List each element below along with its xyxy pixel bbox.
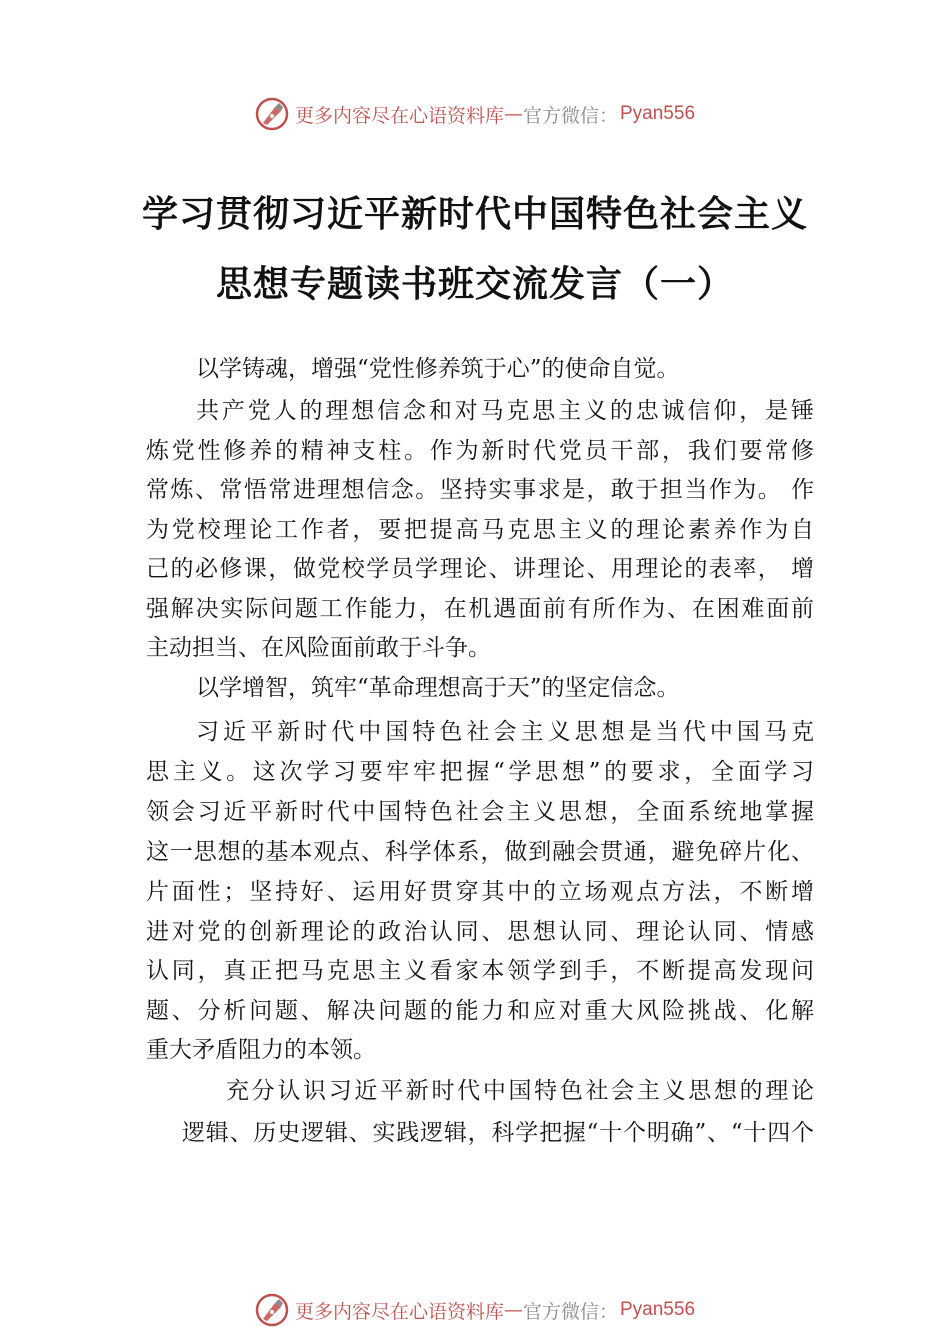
banner-main-text: 更多内容尽在心语资料库 bbox=[294, 104, 504, 127]
paragraph-line: 强解决实际问题工作能力，在机遇面前有所作为、在困难面前 bbox=[146, 596, 814, 622]
pen-nib-logo-icon bbox=[255, 97, 289, 131]
pen-nib-logo-icon bbox=[255, 1293, 289, 1327]
banner-wechat-id: Pyan556 bbox=[620, 103, 696, 124]
paragraph-line: 思主义。这次学习要牢牢把握“学思想”的要求，全面学习 bbox=[146, 759, 814, 785]
paragraph-line: 进对党的创新理论的政治认同、思想认同、理论认同、情感 bbox=[146, 919, 814, 945]
banner-separator: — bbox=[503, 103, 523, 125]
paragraph-line: 充分认识习近平新时代中国特色社会主义思想的理论 bbox=[226, 1078, 814, 1104]
paragraph-line: 领会习近平新时代中国特色社会主义思想，全面系统地掌握 bbox=[146, 799, 814, 825]
document-title-line-1: 学习贯彻习近平新时代中国特色社会主义 bbox=[141, 193, 808, 235]
paragraph-line: 题、分析问题、解决问题的能力和应对重大风险挑战、化解 bbox=[146, 998, 814, 1024]
banner-separator: — bbox=[503, 1299, 523, 1321]
paragraph-line: 共产党人的理想信念和对马克思主义的忠诚信仰，是锤 bbox=[196, 398, 814, 424]
banner-main-text: 更多内容尽在心语资料库 bbox=[294, 1300, 504, 1323]
paragraph-line: 为党校理论工作者，要把提高马克思主义的理论素养作为自 bbox=[146, 517, 814, 543]
banner-label: 官方微信： bbox=[522, 104, 618, 127]
document-title-line-2: 思想专题读书班交流发言（一） bbox=[215, 263, 734, 305]
paragraph-line: 这一思想的基本观点、科学体系，做到融会贯通，避免碎片化、 bbox=[146, 839, 814, 865]
paragraph-line: 习近平新时代中国特色社会主义思想是当代中国马克 bbox=[196, 719, 814, 745]
paragraph-line: 炼党性修养的精神支柱。作为新时代党员干部，我们要常修 bbox=[146, 438, 814, 464]
section-heading-1: 以学铸魂，增强“党性修养筑于心”的使命自觉。 bbox=[196, 356, 680, 382]
header-banner bbox=[0, 94, 950, 134]
paragraph-line: 主动担当、在风险面前敢于斗争。 bbox=[146, 635, 491, 661]
banner-label: 官方微信： bbox=[522, 1300, 618, 1323]
paragraph-line: 片面性；坚持好、运用好贯穿其中的立场观点方法，不断增 bbox=[146, 879, 814, 905]
footer-banner bbox=[0, 1290, 950, 1330]
section-heading-2: 以学增智，筑牢“革命理想高于天”的坚定信念。 bbox=[196, 675, 680, 701]
banner-wechat-id: Pyan556 bbox=[620, 1299, 696, 1320]
paragraph-line: 己的必修课，做党校学员学理论、讲理论、用理论的表率， 增 bbox=[146, 556, 814, 582]
paragraph-line: 重大矛盾阻力的本领。 bbox=[146, 1037, 376, 1063]
paragraph-line: 常炼、常悟常进理想信念。坚持实事求是，敢于担当作为。 作 bbox=[146, 477, 814, 503]
paragraph-line: 逻辑、历史逻辑、实践逻辑，科学把握“十个明确”、“十四个 bbox=[182, 1120, 814, 1146]
paragraph-line: 认同，真正把马克思主义看家本领学到手，不断提高发现问 bbox=[146, 958, 814, 984]
